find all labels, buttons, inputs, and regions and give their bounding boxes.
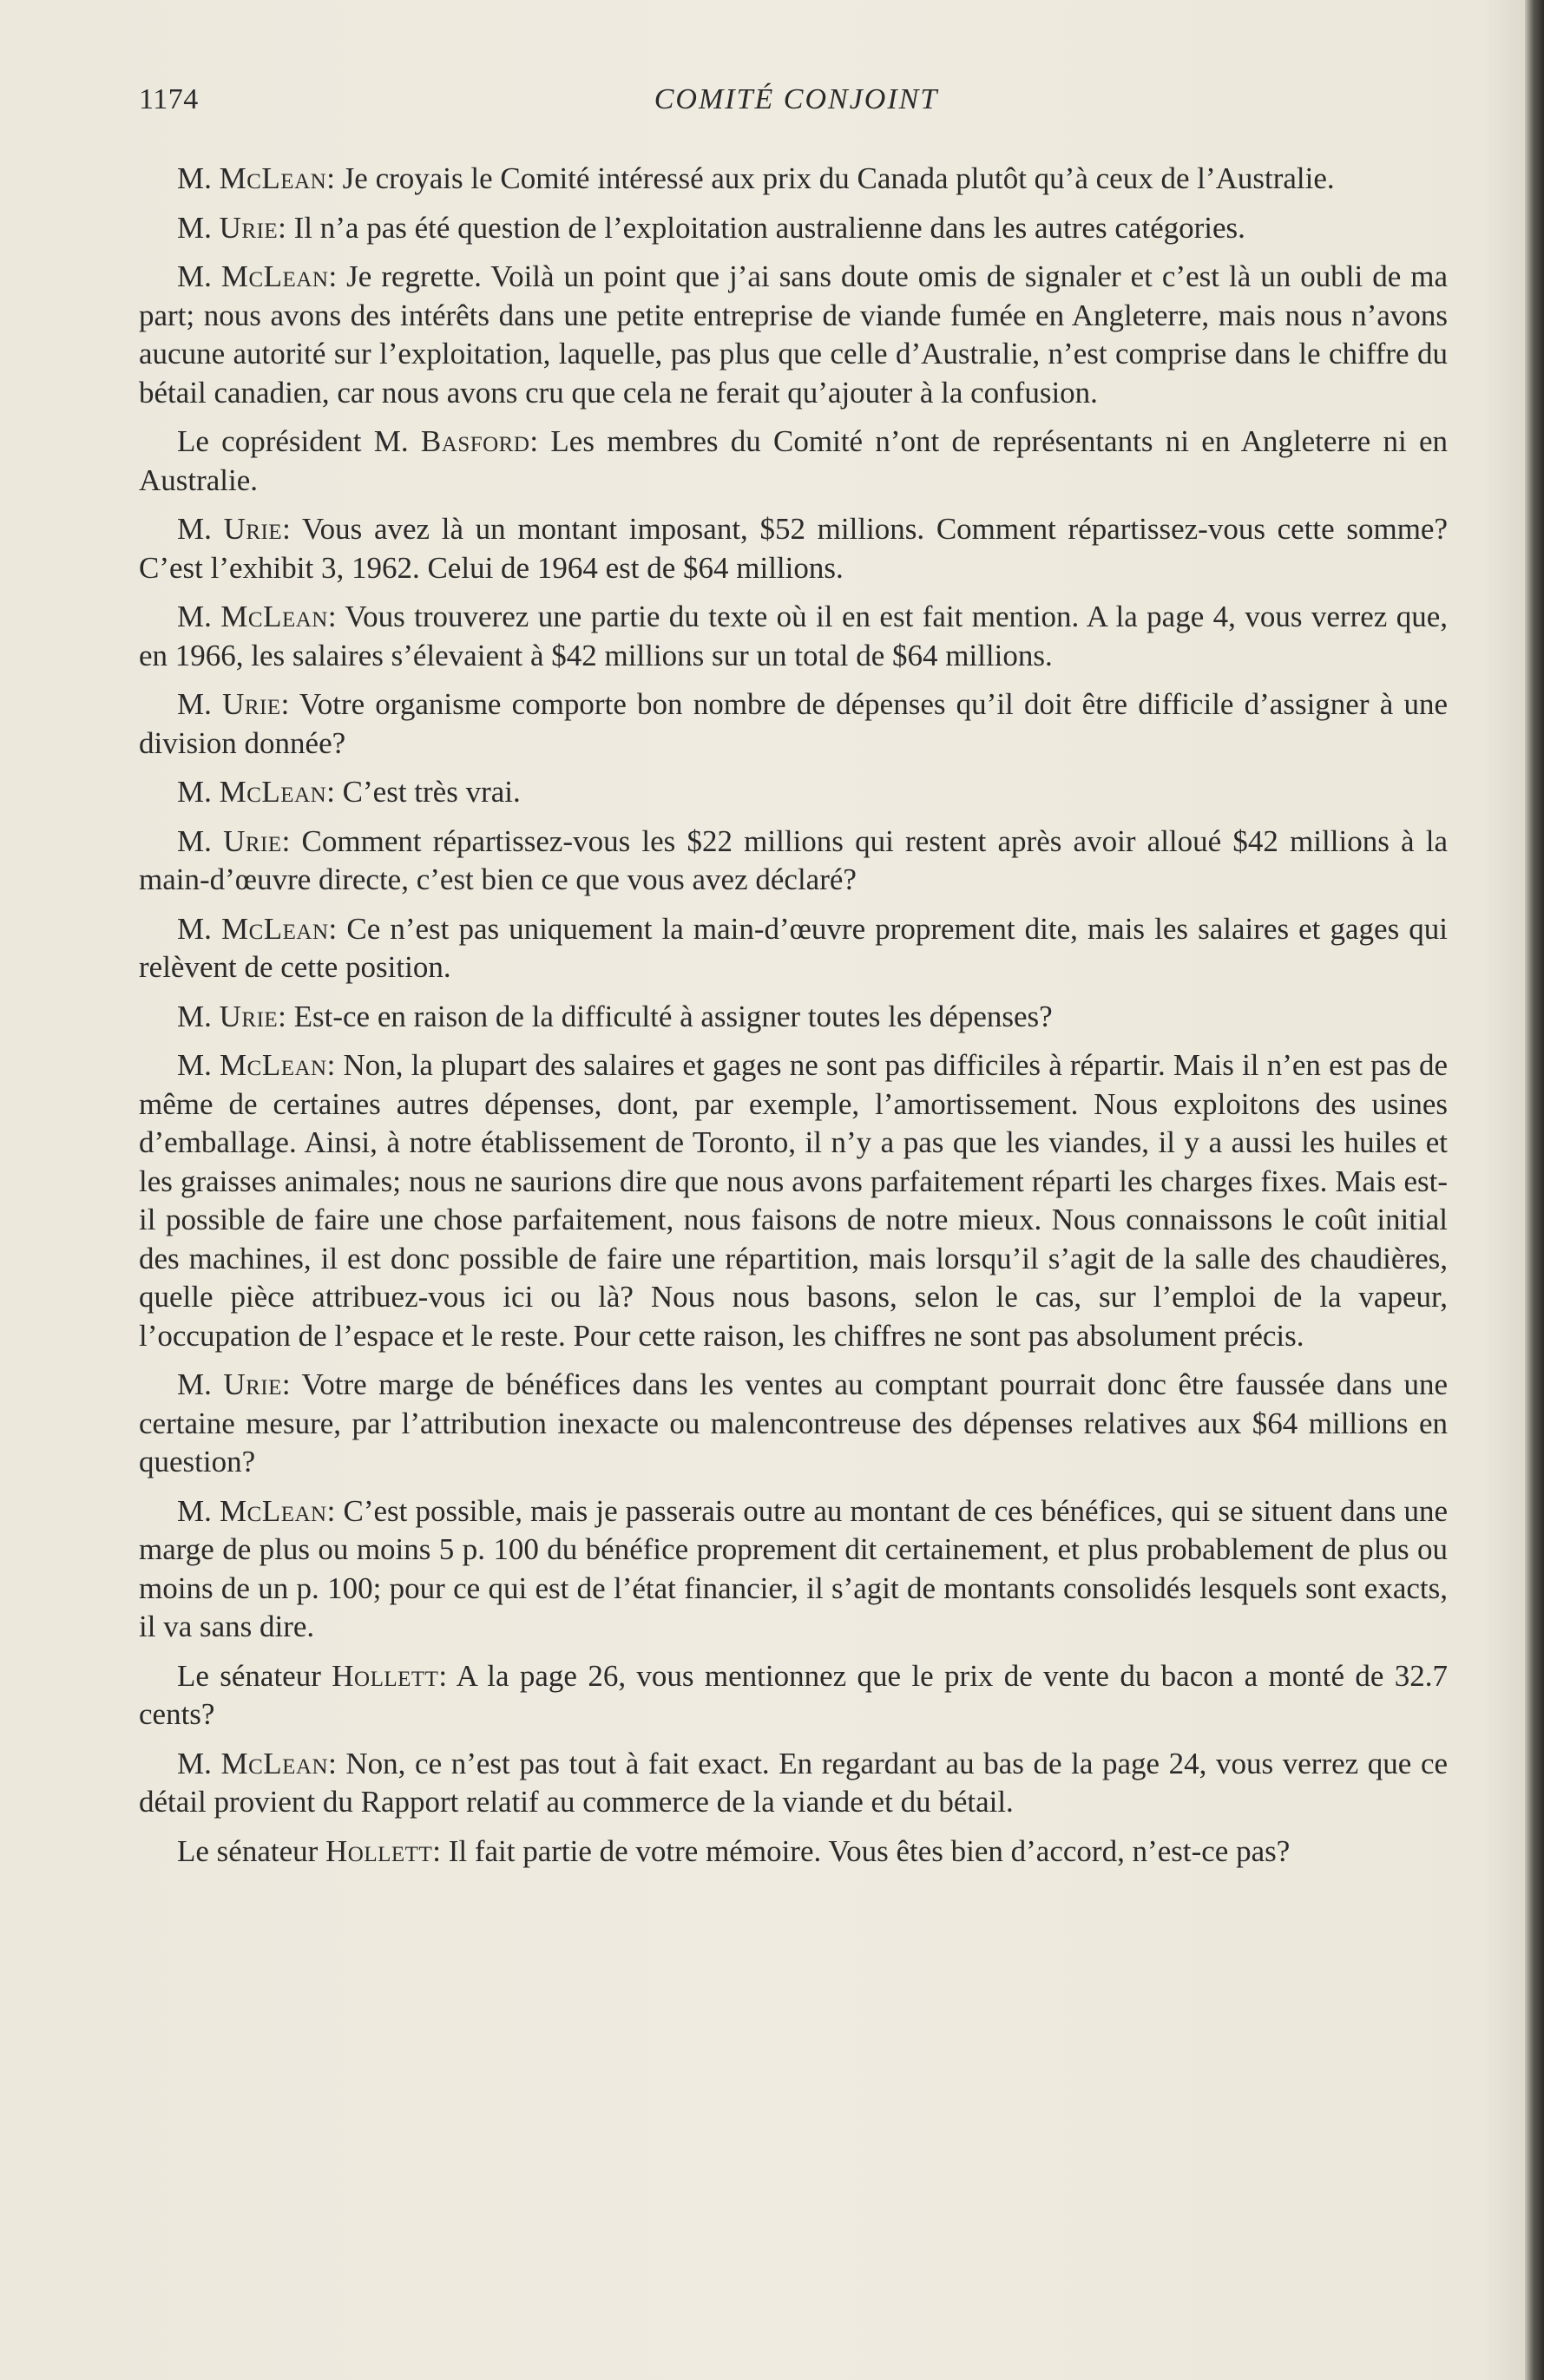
paragraph xyxy=(139,510,1448,587)
paragraph-text: : Est-ce en raison de la difficulté à assigner toutes les dépenses? xyxy=(278,999,1053,1033)
speaker-title: Le sénateur xyxy=(177,1658,332,1693)
paragraph xyxy=(139,160,1448,199)
paragraph xyxy=(139,998,1448,1037)
speaker-name: McLean xyxy=(220,600,328,633)
speaker-name: McLean xyxy=(220,911,329,946)
speaker-title: M. xyxy=(177,823,224,858)
speaker-name: Urie xyxy=(223,512,283,546)
paragraph xyxy=(139,1833,1448,1872)
speaker-name: McLean xyxy=(220,1493,327,1528)
paragraph xyxy=(139,1745,1448,1822)
paragraph-text: : Comment répartissez-vous les $22 millions qui restent après avoir alloué $42 millions à la main-d’œuvre directe, c’est bien ce que vous avez déclaré? xyxy=(139,823,1449,896)
speaker-name: McLean xyxy=(220,1746,329,1780)
paragraph-text: : Votre marge de bénéfices dans les ventes au comptant pourrait donc être faussée dans une certaine mesure, par l’attribution inexacte ou malencontreuse des dépenses relatives aux $64 millions en question? xyxy=(139,1367,1449,1478)
paragraph-text: : Votre organisme comporte bon nombre de dépenses qu’il doit être difficile d’assigner à une division donnée? xyxy=(139,687,1448,760)
paragraph-text: : Vous trouverez une partie du texte où il en est fait mention. A la page 4, vous verrez que, en 1966, les salaires s’élevaient à $42 millions sur un total de $64 millions. xyxy=(139,600,1448,672)
speaker-name: Basford xyxy=(420,424,530,458)
speaker-title: Le sénateur xyxy=(177,1833,326,1868)
paragraph-text: : C’est possible, mais je passerais outre au montant de ces bénéfices, qui se situent dans une marge de plus ou moins 5 p. 100 du bénéfice proprement dit certainement, et plus probablement de plus ou moins de un p. 100; pour ce qui est de l’état financier, il s’agit de montants consolidés lesquels sont exacts, il va sans dire. xyxy=(139,1493,1449,1643)
speaker-title: M. xyxy=(177,210,220,245)
paragraph-text: : Non, ce n’est pas tout à fait exact. En regardant au bas de la page 24, vous verrez que ce détail provient du Rapport relatif au commerce de la viande et du bétail. xyxy=(139,1746,1449,1819)
speaker-name: Urie xyxy=(222,687,281,721)
paragraph xyxy=(139,598,1448,675)
paragraph-text: : Je croyais le Comité intéressé aux prix du Canada plutôt qu’à ceux de l’Australie. xyxy=(326,161,1335,195)
speaker-title: M. xyxy=(177,600,221,633)
paragraph xyxy=(139,209,1448,248)
paragraph-text: : C’est très vrai. xyxy=(326,775,521,809)
paragraph-text: : Ce n’est pas uniquement la main-d’œuvre proprement dite, mais les salaires et gages qui relèvent de cette position. xyxy=(139,911,1449,984)
speaker-title: M. xyxy=(177,259,221,293)
paragraph-text: : Il fait partie de votre mémoire. Vous êtes bien d’accord, n’est-ce pas? xyxy=(432,1833,1291,1868)
paragraph-text: : A la page 26, vous mentionnez que le prix de vente du bacon a monté de 32.7 cents? xyxy=(139,1658,1448,1731)
paragraph xyxy=(139,1046,1448,1355)
paragraph xyxy=(139,1492,1448,1647)
speaker-title: M. xyxy=(177,911,221,946)
paragraph-text: : Les membres du Comité n’ont de représentants ni en Angleterre ni en Australie. xyxy=(139,424,1448,497)
paragraph-text: : Vous avez là un montant imposant, $52 millions. Comment répartissez-vous cette somme? C’est l’exhibit 3, 1962. Celui de 1964 est de $64 millions. xyxy=(139,512,1449,585)
paragraph-text: : Non, la plupart des salaires et gages ne sont pas difficiles à répartir. Mais il n’en est pas de même de certaines autres dépenses, dont, par exemple, l’amortissement. Nous exploitons des usines d’emballage. Ainsi, à notre établissement de Toronto, il n’y a pas que les viandes, il y a aussi les huiles et les graisses animales; nous ne saurions dire que nous avons parfaitement réparti les charges fixes. Mais est-il possible de faire une chose parfaitement, nous faisons de notre mieux. Nous connaissons le coût initial des machines, il est donc possible de faire une répartition, mais lorsqu’il s’agit de la salle des chaudières, quelle pièce attribuez-vous ici ou là? Nous nous basons, selon le cas, sur l’emploi de la vapeur, l’occupation de l’espace et le reste. Pour cette raison, les chiffres ne sont pas absolument précis. xyxy=(139,1048,1448,1353)
speaker-name: McLean xyxy=(219,775,327,809)
paragraph xyxy=(139,823,1448,900)
speaker-name: Hollett xyxy=(325,1833,433,1868)
speaker-title: M. xyxy=(177,512,224,546)
paragraph xyxy=(139,423,1448,500)
speaker-name: Hollett xyxy=(332,1658,439,1693)
running-title: COMITÉ CONJOINT xyxy=(654,83,939,115)
speaker-title: M. xyxy=(177,775,220,809)
paragraph xyxy=(139,258,1448,412)
speaker-title: M. xyxy=(177,1048,220,1082)
page-header xyxy=(139,83,1454,127)
speaker-name: Urie xyxy=(223,823,282,858)
speaker-title: M. xyxy=(177,1493,220,1528)
paragraph xyxy=(139,1366,1448,1482)
paragraph-text: : Il n’a pas été question de l’exploitation australienne dans les autres catégories. xyxy=(278,210,1245,245)
speaker-name: Urie xyxy=(219,999,279,1033)
paragraph xyxy=(139,773,1448,812)
speaker-title: M. xyxy=(177,1746,221,1780)
speaker-name: Urie xyxy=(219,210,279,245)
transcript-body xyxy=(139,160,1448,1881)
paragraph xyxy=(139,1657,1448,1734)
paragraph xyxy=(139,685,1448,763)
speaker-name: McLean xyxy=(220,1048,327,1082)
speaker-title: M. xyxy=(177,999,220,1033)
speaker-name: McLean xyxy=(219,161,327,195)
speaker-title: M. xyxy=(177,1367,224,1401)
speaker-title: M. xyxy=(177,687,223,721)
binding-edge xyxy=(1525,0,1544,2380)
speaker-title: Le coprésident M. xyxy=(177,424,421,458)
speaker-name: McLean xyxy=(220,259,329,293)
speaker-name: Urie xyxy=(223,1367,282,1401)
paragraph-text: : Je regrette. Voilà un point que j’ai sans doute omis de signaler et c’est là un oubli de ma part; nous avons des intérêts dans une petite entreprise de viande fumée en Angleterre, mais nous n’avons aucune autorité sur l’exploitation, laquelle, pas plus que celle d’Australie, n’est comprise dans le chiffre du bétail canadien, car nous avons cru que cela ne ferait qu’ajouter à la confusion. xyxy=(139,259,1448,410)
paragraph xyxy=(139,910,1448,987)
speaker-title: M. xyxy=(177,161,220,195)
page-number: 1174 xyxy=(139,83,199,115)
